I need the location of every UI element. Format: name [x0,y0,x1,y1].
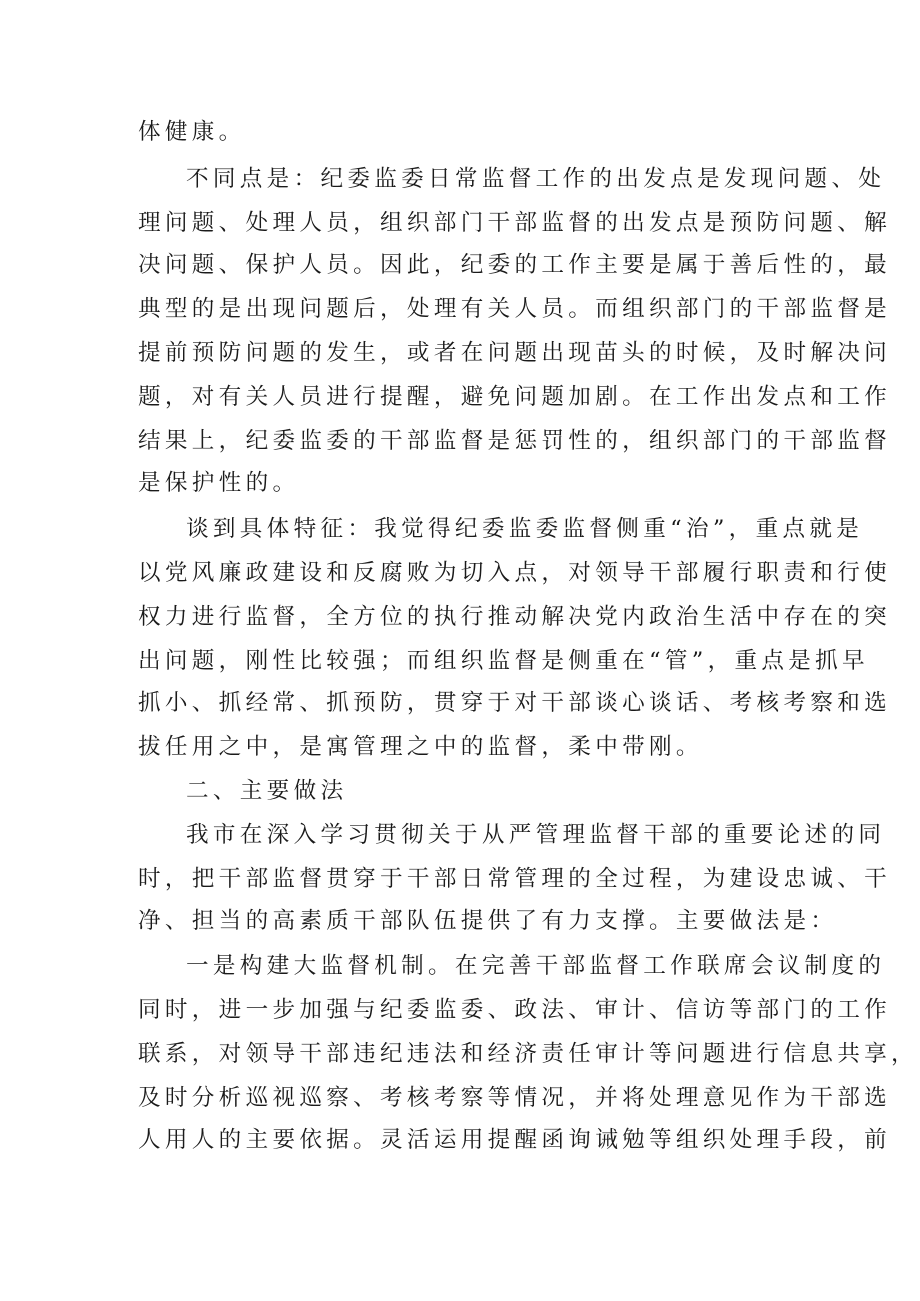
paragraph-start-line: 一是构建大监督机制。在完善干部监督工作联席会议制度的 [186,953,886,979]
text-line: 典型的是出现问题后，处理有关人员。而组织部门的干部监督是 [138,296,892,322]
text-line: 提前预防问题的发生，或者在问题出现苗头的时候，及时解决问 [138,340,892,366]
text-line: 结果上，纪委监委的干部监督是惩罚性的，组织部门的干部监督 [138,428,892,454]
section-heading: 二、主要做法 [186,778,348,804]
text-line: 联系，对领导干部违纪违法和经济责任审计等问题进行信息共享， [138,1041,918,1067]
text-line: 权力进行监督，全方位的执行推动解决党内政治生活中存在的突 [138,604,892,630]
paragraph-start-line: 谈到具体特征：我觉得纪委监委监督侧重“治”，重点就是 [186,516,864,542]
text-line: 同时，进一步加强与纪委监委、政法、审计、信访等部门的工作 [138,997,892,1023]
text-line: 人用人的主要依据。灵活运用提醒函询诫勉等组织处理手段，前 [138,1127,892,1153]
text-line: 体健康。 [138,119,246,145]
text-line: 决问题、保护人员。因此，纪委的工作主要是属于善后性的，最 [138,252,892,278]
text-line: 题，对有关人员进行提醒，避免问题加剧。在工作出发点和工作 [138,384,892,410]
text-line: 以党风廉政建设和反腐败为切入点，对领导干部履行职责和行使 [138,560,892,586]
paragraph-start-line: 不同点是：纪委监委日常监督工作的出发点是发现问题、处 [186,166,886,192]
text-line: 拔任用之中，是寓管理之中的监督，柔中带刚。 [138,734,703,760]
text-line: 抓小、抓经常、抓预防，贯穿于对干部谈心谈话、考核考察和选 [138,690,892,716]
text-line: 出问题，刚性比较强；而组织监督是侧重在“管”，重点是抓早 [138,648,869,674]
text-line: 是保护性的。 [138,470,300,496]
text-line: 及时分析巡视巡察、考核考察等情况，并将处理意见作为干部选 [138,1085,892,1111]
text-line: 净、担当的高素质干部队伍提供了有力支撑。主要做法是： [138,908,838,934]
paragraph-start-line: 我市在深入学习贯彻关于从严管理监督干部的重要论述的同 [186,822,886,848]
text-line: 时，把干部监督贯穿于干部日常管理的全过程，为建设忠诚、干 [138,866,892,892]
text-line: 理问题、处理人员，组织部门干部监督的出发点是预防问题、解 [138,210,892,236]
